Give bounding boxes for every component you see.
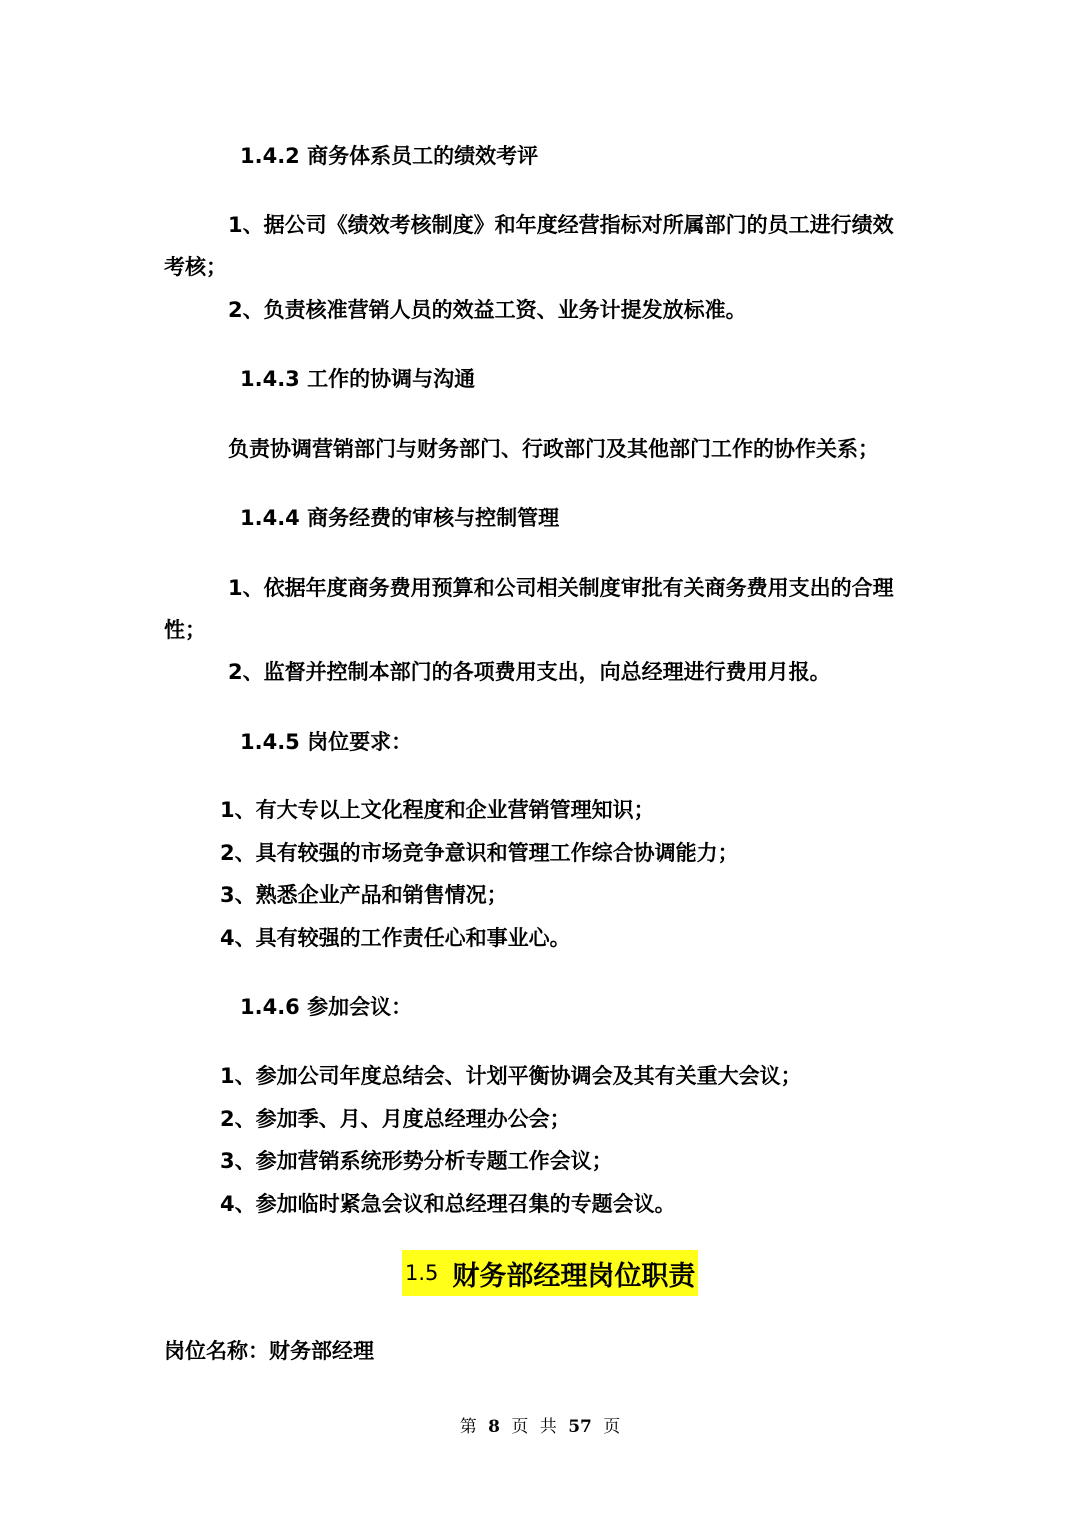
paragraph-line: 负责协调营销部门与财务部门、行政部门及其他部门工作的协作关系； <box>228 437 879 461</box>
paragraph-line: 1、据公司《绩效考核制度》和年度经营指标对所属部门的员工进行绩效 <box>228 213 894 237</box>
paragraph-line: 考核； <box>164 255 227 279</box>
paragraph-line: 2、负责核准营销人员的效益工资、业务计提发放标准。 <box>228 298 747 322</box>
list-item: 2、具有较强的市场竞争意识和管理工作综合协调能力； <box>220 841 739 865</box>
footer-mid: 页 共 <box>511 1417 557 1437</box>
heading-1-4-6: 1.4.6 参加会议： <box>240 995 413 1019</box>
list-item: 1、有大专以上文化程度和企业营销管理知识； <box>220 798 655 822</box>
section-title-text: 财务部经理岗位职责 <box>452 1260 696 1292</box>
list-item: 1、参加公司年度总结会、计划平衡协调会及其有关重大会议； <box>220 1064 802 1088</box>
paragraph-line: 1、依据年度商务费用预算和公司相关制度审批有关商务费用支出的合理 <box>228 576 894 600</box>
section-title-1-5 <box>402 1250 698 1296</box>
list-item: 3、参加营销系统形势分析专题工作会议； <box>220 1149 613 1173</box>
list-item: 4、参加临时紧急会议和总经理召集的专题会议。 <box>220 1192 676 1216</box>
footer-prefix: 第 <box>459 1417 477 1437</box>
paragraph-line: 2、监督并控制本部门的各项费用支出，向总经理进行费用月报。 <box>228 660 831 684</box>
page-footer <box>0 1415 1080 1439</box>
heading-1-4-3: 1.4.3 工作的协调与沟通 <box>240 367 476 391</box>
heading-1-4-2: 1.4.2 商务体系员工的绩效考评 <box>240 144 539 168</box>
footer-suffix: 页 <box>603 1417 621 1437</box>
section-number: 1.5 <box>405 1261 439 1285</box>
heading-1-4-4: 1.4.4 商务经费的审核与控制管理 <box>240 506 560 530</box>
list-item: 3、熟悉企业产品和销售情况； <box>220 883 508 907</box>
total-page-count: 57 <box>568 1417 592 1437</box>
current-page-number: 8 <box>488 1417 500 1437</box>
list-item: 2、参加季、月、月度总经理办公会； <box>220 1107 571 1131</box>
paragraph-line: 性； <box>164 618 206 642</box>
heading-1-4-5: 1.4.5 岗位要求： <box>240 730 413 754</box>
position-name: 岗位名称：财务部经理 <box>164 1339 374 1363</box>
list-item: 4、具有较强的工作责任心和事业心。 <box>220 926 571 950</box>
